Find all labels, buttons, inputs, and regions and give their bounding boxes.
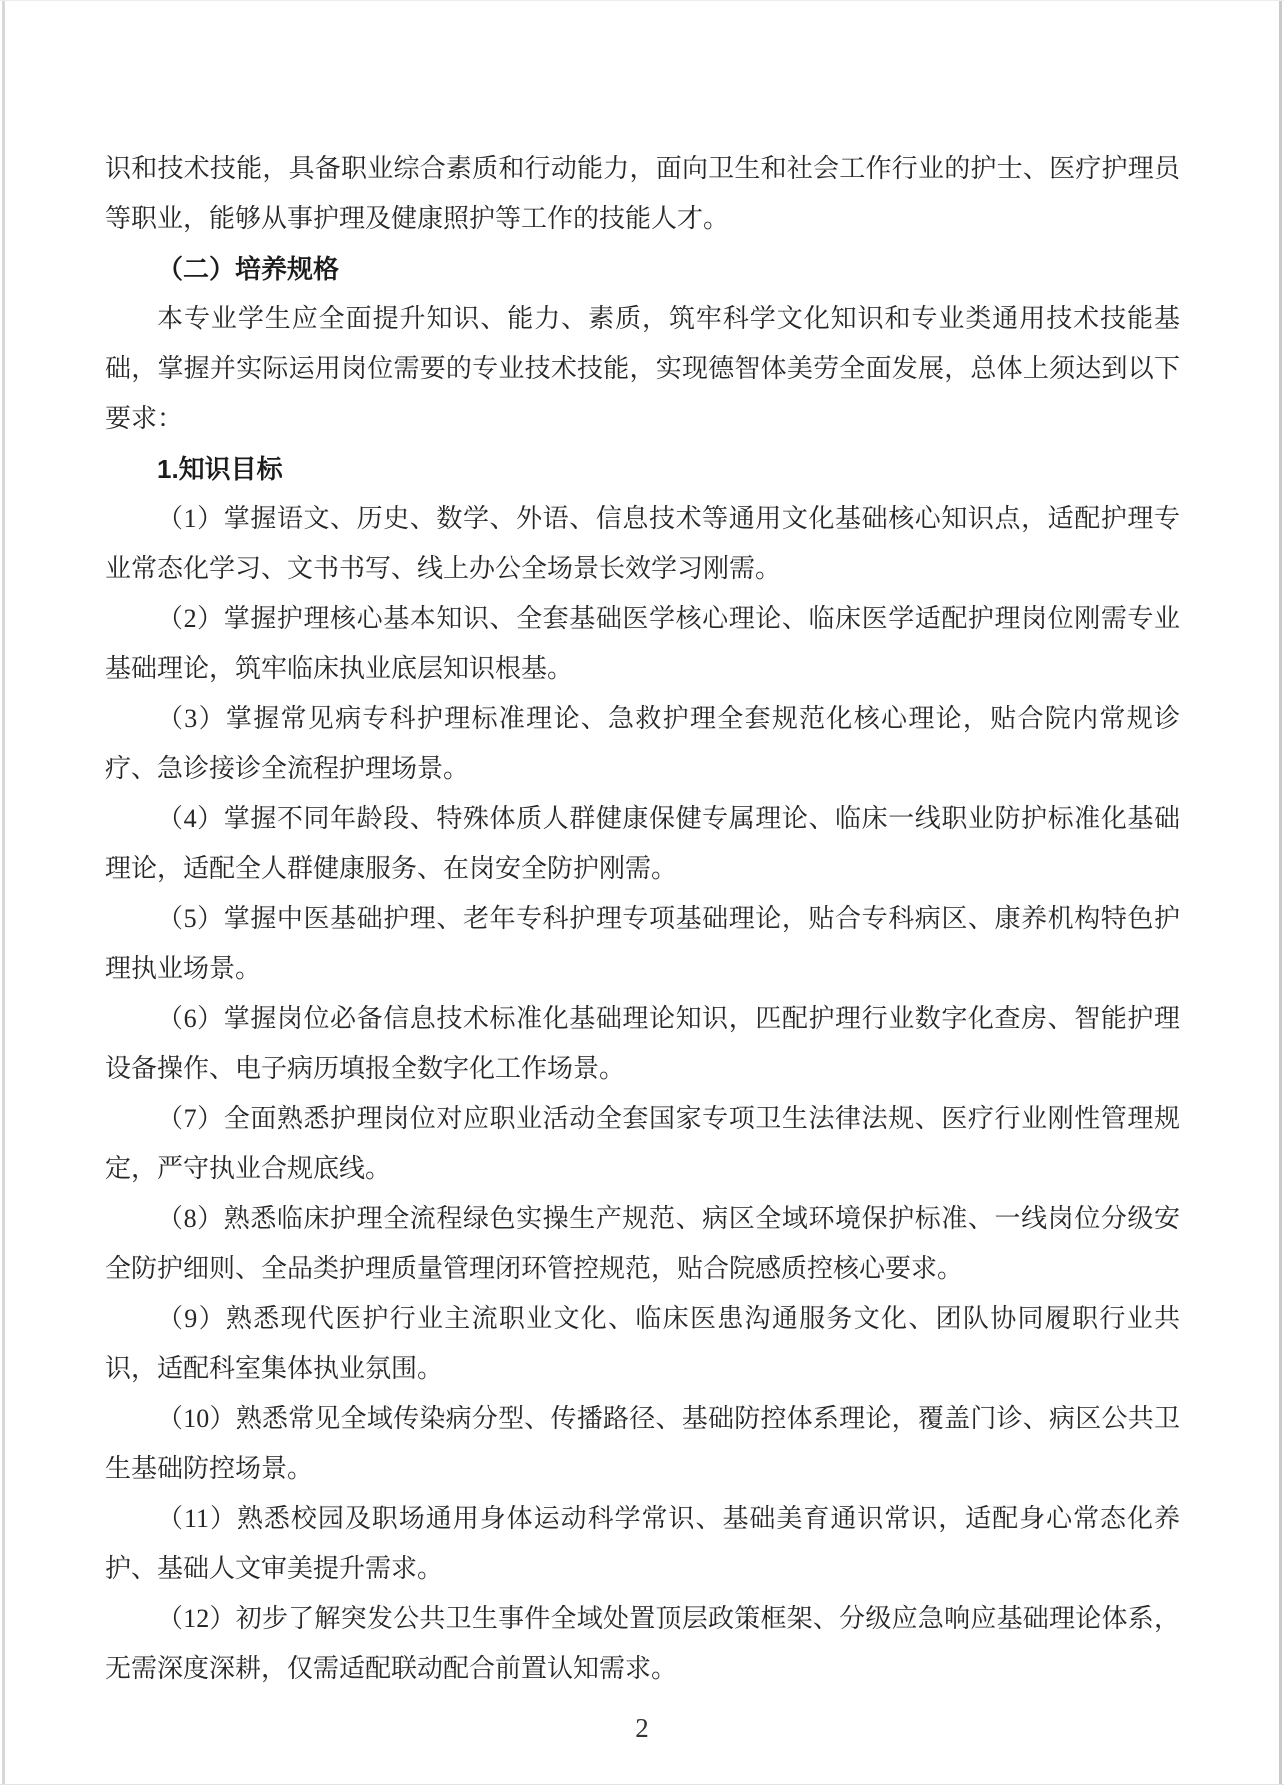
- knowledge-item-6: （6）掌握岗位必备信息技术标准化基础理论知识，匹配护理行业数字化查房、智能护理设备操作、电子病历填报全数字化工作场景。: [105, 1004, 1180, 1083]
- knowledge-item-8: （8）熟悉临床护理全流程绿色实操生产规范、病区全域环境保护标准、一线岗位分级安全防护细则、全品类护理质量管理闭环管控规范，贴合院感质控核心要求。: [105, 1204, 1180, 1283]
- subsection-heading-knowledge-goals: 1.知识目标: [157, 454, 283, 484]
- knowledge-item-9: （9）熟悉现代医护行业主流职业文化、临床医患沟通服务文化、团队协同履职行业共识，适配科室集体执业氛围。: [105, 1304, 1180, 1383]
- knowledge-item-2: （2）掌握护理核心基本知识、全套基础医学核心理论、临床医学适配护理岗位刚需专业基础理论，筑牢临床执业底层知识根基。: [105, 604, 1180, 683]
- page-left-edge-line: [2, 1, 5, 1784]
- section-heading-training-specs: （二）培养规格: [157, 254, 340, 284]
- knowledge-item-3: （3）掌握常见病专科护理标准理论、急救护理全套规范化核心理论，贴合院内常规诊疗、急诊接诊全流程护理场景。: [105, 704, 1180, 783]
- knowledge-item-4: （4）掌握不同年龄段、特殊体质人群健康保健专属理论、临床一线职业防护标准化基础理论，适配全人群健康服务、在岗安全防护刚需。: [105, 804, 1180, 883]
- knowledge-item-10: （10）熟悉常见全域传染病分型、传播路径、基础防控体系理论，覆盖门诊、病区公共卫生基础防控场景。: [105, 1404, 1180, 1483]
- page-number: 2: [635, 1713, 649, 1743]
- knowledge-item-5: （5）掌握中医基础护理、老年专科护理专项基础理论，贴合专科病区、康养机构特色护理执业场景。: [105, 904, 1180, 983]
- continuation-paragraph: 识和技术技能，具备职业综合素质和行动能力，面向卫生和社会工作行业的护士、医疗护理员等职业，能够从事护理及健康照护等工作的技能人才。: [105, 154, 1180, 233]
- knowledge-item-7: （7）全面熟悉护理岗位对应职业活动全套国家专项卫生法律法规、医疗行业刚性管理规定，严守执业合规底线。: [105, 1104, 1180, 1183]
- document-body: [105, 144, 1180, 1694]
- knowledge-item-12: （12）初步了解突发公共卫生事件全域处置顶层政策框架、分级应急响应基础理论体系，无需深度深耕，仅需适配联动配合前置认知需求。: [105, 1604, 1180, 1683]
- knowledge-item-11: （11）熟悉校园及职场通用身体运动科学常识、基础美育通识常识，适配身心常态化养护、基础人文审美提升需求。: [105, 1504, 1180, 1583]
- knowledge-item-1: （1）掌握语文、历史、数学、外语、信息技术等通用文化基础核心知识点，适配护理专业常态化学习、文书书写、线上办公全场景长效学习刚需。: [105, 504, 1180, 583]
- page-right-edge-line: [1279, 1, 1282, 1784]
- section-intro-paragraph: 本专业学生应全面提升知识、能力、素质，筑牢科学文化知识和专业类通用技术技能基础，掌握并实际运用岗位需要的专业技术技能，实现德智体美劳全面发展，总体上须达到以下要求：: [105, 304, 1180, 433]
